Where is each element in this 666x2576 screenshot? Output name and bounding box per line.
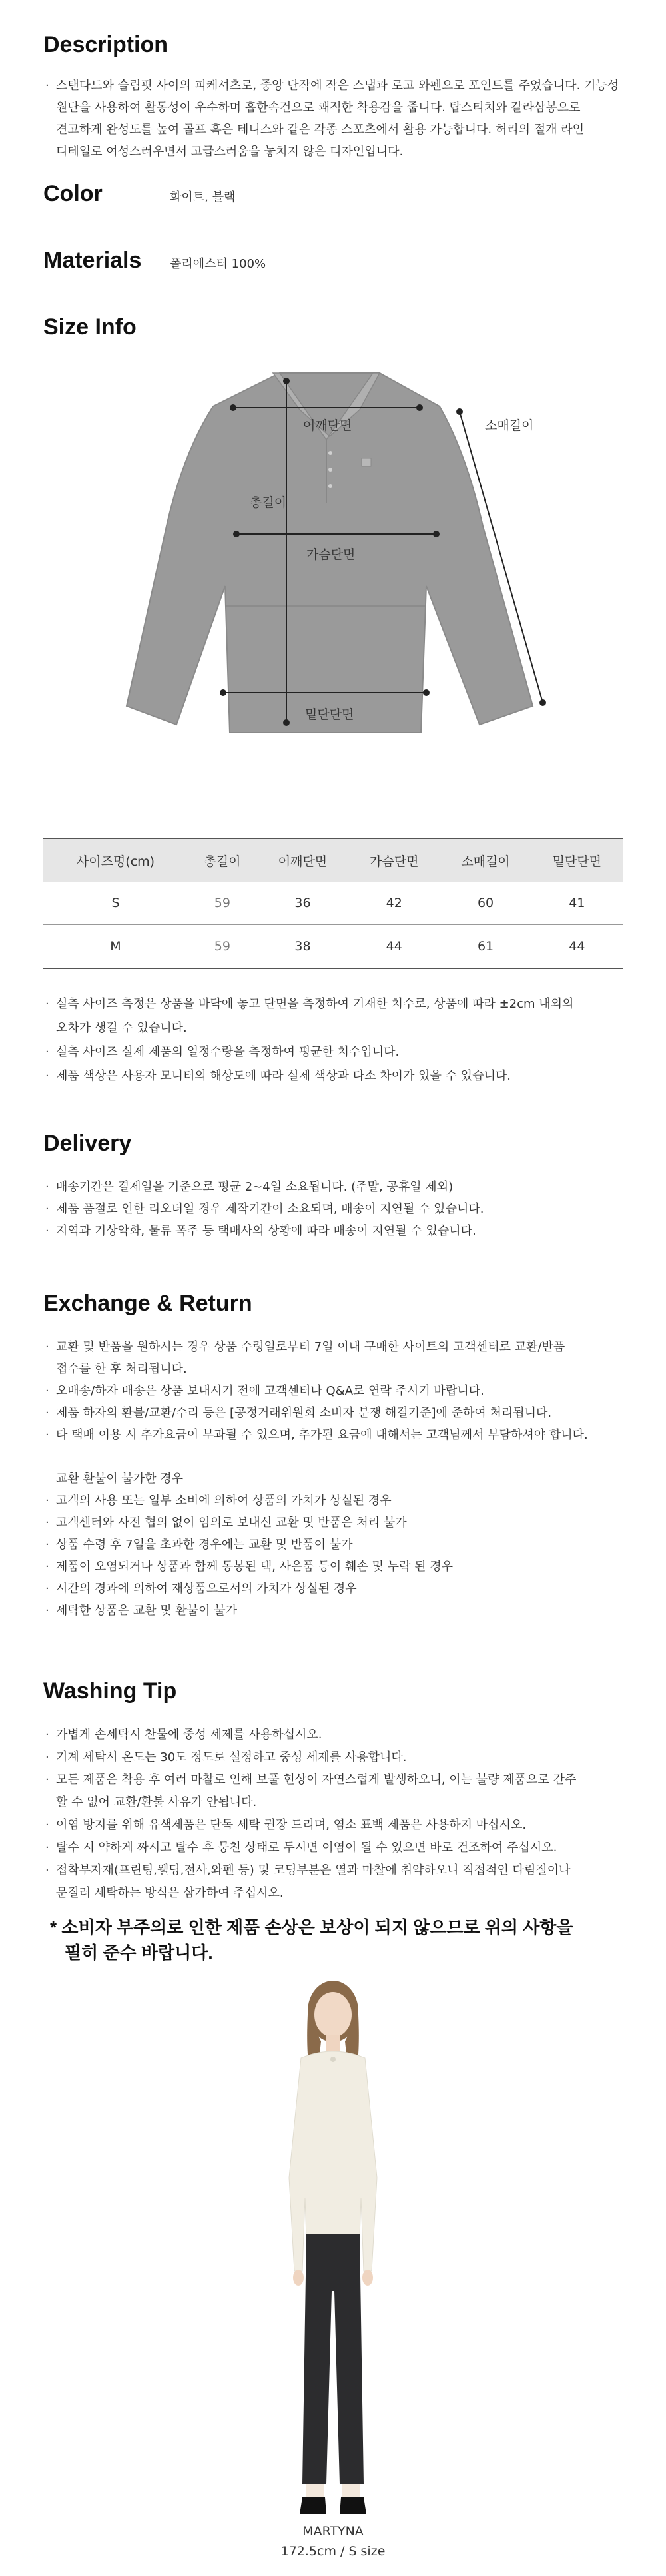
- washing-title: Washing Tip: [43, 1678, 177, 1704]
- washing-line: · 가볍게 손세탁시 찬물에 중성 세제를 사용하십시오.: [45, 1724, 631, 1746]
- delivery-line: · 배송기간은 결제일을 기준으로 평균 2~4일 소요됩니다. (주말, 공휴일 제외): [45, 1176, 631, 1198]
- washing-line: · 탈수 시 약하게 짜시고 탈수 후 뭉친 상태로 두시면 이염이 될 수 있으면 바로 건조하여 주십시오.: [45, 1837, 631, 1859]
- washing-line: · 이염 방지를 위해 유색제품은 단독 세탁 권장 드리며, 염소 표백 제품은 사용하지 마십시오.: [45, 1814, 631, 1837]
- exchange-unavailable-line: · 세탁한 상품은 교환 및 환불이 불가: [45, 1600, 631, 1622]
- washing-notice: [50, 1915, 636, 1965]
- size-note: 오차가 생길 수 있습니다.: [56, 1021, 187, 1035]
- exchange-unavailable-line: · 상품 수령 후 7일을 초과한 경우에는 교환 및 반품이 불가: [45, 1534, 631, 1556]
- description-text: [45, 75, 631, 162]
- size-info-title: Size Info: [43, 314, 137, 340]
- description-line: · 스탠다드와 슬림핏 사이의 피케셔츠로, 중앙 단작에 작은 스냅과 로고 와펜으로 포인트를 주었습니다. 기능성: [45, 75, 631, 97]
- size-table-header: [43, 838, 623, 882]
- exchange-line: · 제품 하자의 환불/교환/수리 등은 [공정거래위원회 소비자 분쟁 해결기준]에 준하여 처리됩니다.: [45, 1402, 631, 1424]
- table-cell: 38: [257, 925, 348, 969]
- table-cell: 60: [440, 882, 531, 925]
- model-spec: 172.5cm / S size: [280, 2544, 386, 2559]
- table-cell: 61: [440, 925, 531, 969]
- delivery-title: Delivery: [43, 1131, 132, 1156]
- label-sleeve: 소매길이: [485, 418, 534, 433]
- notice-line: * 소비자 부주의로 인한 제품 손상은 보상이 되지 않으므로 위의 사항을: [50, 1917, 573, 1937]
- color-title: Color: [43, 181, 103, 206]
- table-cell: 59: [188, 925, 257, 969]
- table-row: [43, 882, 623, 925]
- description-line: 견고하게 완성도를 높여 골프 혹은 테니스와 같은 각종 스포츠에서 활용 가능합니다. 허리의 절개 라인: [56, 123, 585, 137]
- exchange-title: Exchange & Return: [43, 1291, 252, 1316]
- exchange-line: 접수를 한 후 처리됩니다.: [56, 1362, 187, 1376]
- table-cell: 44: [531, 925, 623, 969]
- washing-text: [45, 1724, 631, 1905]
- color-value: 화이트, 블랙: [170, 190, 236, 204]
- exchange-line: · 오배송/하자 배송은 상품 보내시기 전에 고객센터나 Q&A로 연락 주시기 바랍니다.: [45, 1380, 631, 1402]
- table-cell: M: [43, 925, 188, 969]
- notice-line: 필히 준수 바랍니다.: [65, 1943, 213, 1963]
- washing-line: 문질러 세탁하는 방식은 삼가하여 주십시오.: [56, 1886, 284, 1900]
- size-note: · 제품 색상은 사용자 모니터의 해상도에 따라 실제 색상과 다소 차이가 있을 수 있습니다.: [45, 1064, 631, 1088]
- header-cell: 어깨단면: [257, 838, 348, 882]
- table-cell: 44: [348, 925, 440, 969]
- table-row: [43, 925, 623, 969]
- description-line: 원단을 사용하여 활동성이 우수하며 흡한속건으로 쾌적한 착용감을 줍니다. 탑스티치와 갈라삼봉으로: [56, 101, 581, 115]
- header-cell: 총길이: [188, 838, 257, 882]
- header-cell: 소매길이: [440, 838, 531, 882]
- table-cell: 36: [257, 882, 348, 925]
- model-photo: [246, 1978, 420, 2551]
- size-note: · 실측 사이즈 측정은 상품을 바닥에 놓고 단면을 측정하여 기재한 치수로, 상품에 따라 ±2cm 내외의: [45, 992, 631, 1016]
- delivery-line: · 지역과 기상악화, 물류 폭주 등 택배사의 상황에 따라 배송이 지연될 수 있습니다.: [45, 1220, 631, 1242]
- label-shoulder: 어깨단면: [303, 418, 352, 433]
- table-cell: 42: [348, 882, 440, 925]
- header-cell: 사이즈명(cm): [43, 838, 188, 882]
- exchange-text: [45, 1336, 631, 1622]
- header-cell: 밑단단면: [531, 838, 623, 882]
- label-hem: 밑단단면: [305, 707, 354, 722]
- delivery-line: · 제품 품절로 인한 리오더일 경우 제작기간이 소요되며, 배송이 지연될 수 있습니다.: [45, 1198, 631, 1220]
- exchange-unavailable-line: · 시간의 경과에 의하여 재상품으로서의 가치가 상실된 경우: [45, 1578, 631, 1600]
- label-length: 총길이: [250, 495, 287, 510]
- materials-value: 폴리에스터 100%: [170, 257, 266, 271]
- table-cell: 59: [188, 882, 257, 925]
- model-name: MARTYNA: [302, 2524, 364, 2539]
- header-cell: 가슴단면: [348, 838, 440, 882]
- description-line: 디테일로 여성스러우면서 고급스러움을 놓치지 않은 디자인입니다.: [56, 145, 404, 159]
- exchange-line: · 타 택배 이용 시 추가요금이 부과될 수 있으며, 추가된 요금에 대해서는 고객님께서 부담하셔야 합니다.: [45, 1424, 631, 1446]
- table-cell: 41: [531, 882, 623, 925]
- size-diagram: [0, 360, 666, 733]
- washing-line: · 모든 제품은 착용 후 여러 마찰로 인해 보풀 현상이 자연스럽게 발생하오니, 이는 불량 제품으로 간주: [45, 1769, 631, 1791]
- washing-line: · 기계 세탁시 온도는 30도 정도로 설정하고 중성 세제를 사용합니다.: [45, 1746, 631, 1769]
- exchange-unavailable-line: · 제품이 오염되거나 상품과 함께 동봉된 택, 사은품 등이 훼손 및 누락 된 경우: [45, 1556, 631, 1578]
- size-notes: [45, 992, 631, 1088]
- label-chest: 가슴단면: [306, 547, 356, 562]
- size-note: · 실측 사이즈 실제 제품의 일정수량을 측정하여 평균한 치수입니다.: [45, 1040, 631, 1064]
- exchange-unavailable-title: 교환 환불이 불가한 경우: [56, 1472, 184, 1486]
- description-title: Description: [43, 32, 168, 57]
- washing-line: 할 수 없어 교환/환불 사유가 안됩니다.: [56, 1795, 257, 1809]
- delivery-text: [45, 1176, 631, 1242]
- exchange-unavailable-line: · 고객의 사용 또는 일부 소비에 의하여 상품의 가치가 상실된 경우: [45, 1490, 631, 1512]
- table-cell: S: [43, 882, 188, 925]
- size-table: [43, 838, 623, 969]
- spacer: [45, 1446, 631, 1468]
- exchange-line: · 교환 및 반품을 원하시는 경우 상품 수령일로부터 7일 이내 구매한 사이트의 고객센터로 교환/반품: [45, 1336, 631, 1358]
- washing-line: · 접착부자재(프린팅,웰딩,전사,와펜 등) 및 코딩부분은 열과 마찰에 취약하오니 직접적인 다림질이나: [45, 1859, 631, 1882]
- exchange-unavailable-line: · 고객센터와 사전 협의 없이 임의로 보내신 교환 및 반품은 처리 불가: [45, 1512, 631, 1534]
- materials-title: Materials: [43, 248, 142, 273]
